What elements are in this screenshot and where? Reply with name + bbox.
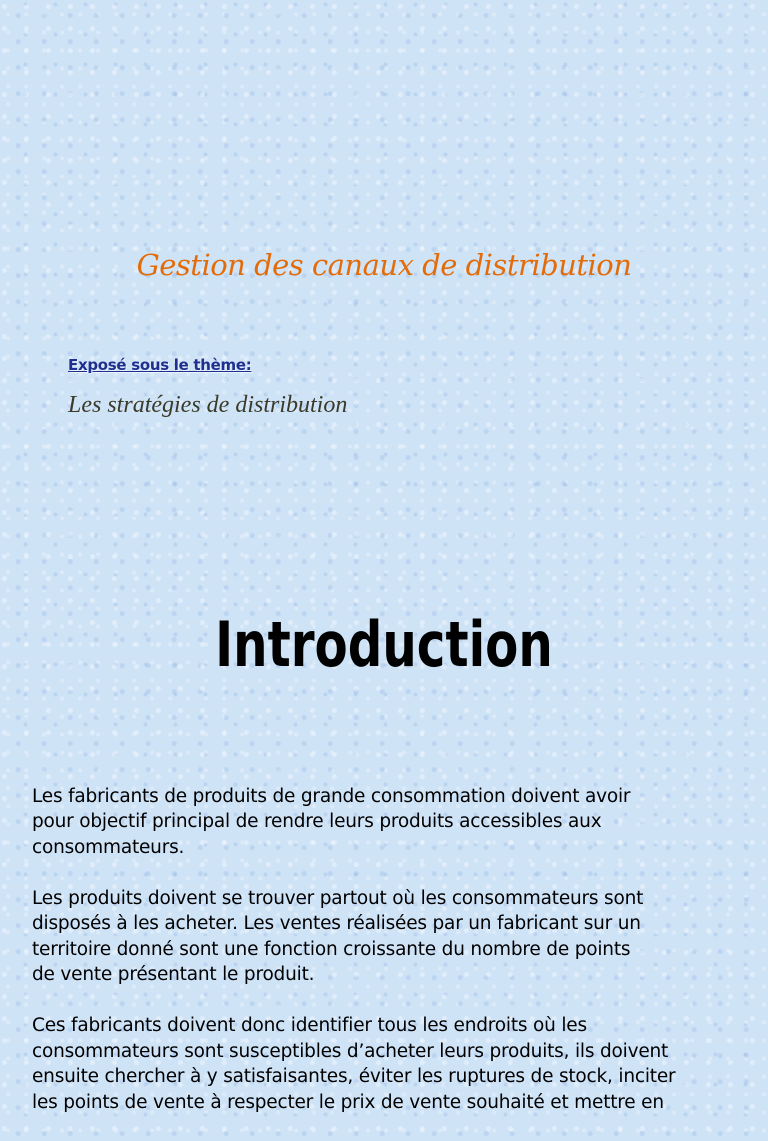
theme-label: Exposé sous le thème: xyxy=(68,356,252,374)
introduction-heading: Introduction xyxy=(215,608,553,681)
theme-text: Les stratégies de distribution xyxy=(68,392,348,418)
paragraph: Ces fabricants doivent donc identifier tous les endroits où les consommateurs sont susceptibles d’acheter leurs produits, ils doivent ensuite chercher à y satisfaisantes, éviter les ruptures de stock, inciter les points de vente à respecter le prix de vente souhaité et mettre en xyxy=(32,1015,676,1113)
paragraph: Les produits doivent se trouver partout où les consommateurs sont disposés à les acheter. Les ventes réalisées par un fabricant sur un territoire donné sont une fonction croissante du nombre de points de vente présentant le produit. xyxy=(32,887,644,985)
presentation-title: Gestion des canaux de distribution xyxy=(136,248,632,282)
slide-title xyxy=(0,0,768,512)
slide-introduction xyxy=(0,512,768,1113)
introduction-body xyxy=(32,758,762,1141)
paragraph: Les fabricants de produits de grande consommation doivent avoir pour objectif principal de rendre leurs produits accessibles aux consommateurs. xyxy=(32,785,631,858)
